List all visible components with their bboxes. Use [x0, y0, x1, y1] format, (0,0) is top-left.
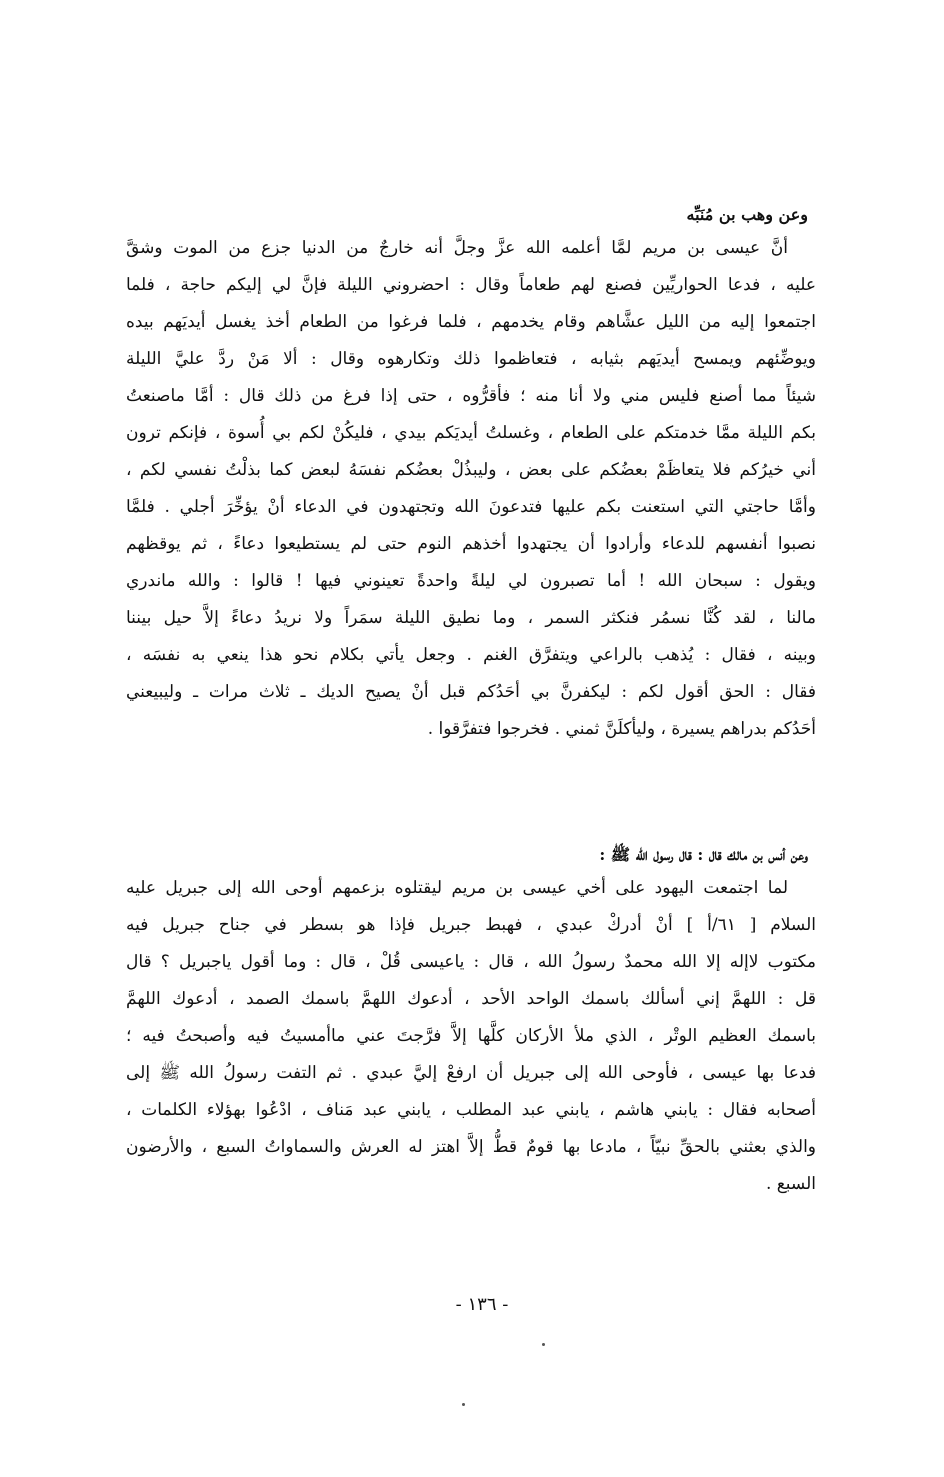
- text-line: أصحابه فقال : يابني هاشم ، يابني عبد المطلب ، يابني عبد مَناف ، ادْعُوا بهؤلاء الكلمات ،: [126, 1100, 816, 1120]
- text-line: السلام [ ٦١/أ ] أنْ أدركْ عبدي ، فهبط جبريل فإذا هو بسطر في جناح جبريل فيه: [126, 915, 816, 935]
- section-body-wahb: [126, 230, 816, 748]
- text-line: عليه ، فدعا الحواريِّين فصنع لهم طعاماً وقال : احضروني الليلة فإنَّ لي إليكم حاجة ، فلما: [126, 275, 816, 295]
- section-heading-anas: وعن أنس بن مالك قال : قال رسول الله ﷺ :: [599, 845, 808, 864]
- text-line: فدعا بها عيسى ، فأوحى الله إلى جبريل أن ارفعْ إليَّ عبدي . ثم التفت رسولُ الله ﷺ إلى: [126, 1063, 816, 1083]
- text-line: شيئاً مما أصنع فليس مني ولا أنا منه ؛ فأقرُّوه ، حتى إذا فرغ من ذلك قال : أمَّا ماصنعتُ: [126, 386, 816, 406]
- scan-speck: [462, 1403, 465, 1406]
- text-line: فقال : الحق أقول لكم : ليكفرنَّ بي أحَدُكم قبل أنْ يصيح الديك ـ ثلاث مرات ـ وليبيعني: [126, 682, 816, 702]
- text-line: السبع .: [765, 1174, 816, 1194]
- section-body-anas: [126, 870, 816, 1203]
- text-line: ويقول : سبحان الله ! أما تصبرون لي ليلةً واحدةً تعينوني فيها ! قالوا : والله ماندري: [126, 571, 816, 591]
- text-line: أحَدُكم بدراهم يسيرة ، وليأكلَنَّ ثمني . فخرجوا فتفرَّقوا .: [427, 719, 816, 739]
- text-line: أني خيرُكم فلا يتعاظَمْ بعضُكم على بعض ، وليبذُلْ بعضُكم نفسَهُ لبعض كما بذلْتُ نفسي لكم ،: [126, 460, 816, 480]
- text-line: قل : اللهمَّ إني أسألك باسمك الواحد الأحد ، أدعوك اللهمَّ باسمك الصمد ، أدعوك اللهمَّ: [126, 989, 816, 1009]
- text-line: اجتمعوا إليه من الليل عشَّاهم وقام يخدمهم ، فلما فرغوا من الطعام أخذ يغسل أيديَهم بيده: [126, 312, 816, 332]
- text-line: بكم الليلة ممَّا خدمتكم على الطعام ، وغسلتُ أيديَكم بيدي ، فليكُنْ لكم بي أُسوة ، فإنكم ترون: [126, 423, 816, 443]
- scan-speck: [542, 1343, 545, 1346]
- text-line: مالنا ، لقد كُنَّا نسمُر فنكثر السمر ، وما نطيق الليلة سمَراً ولا نريدُ دعاءً إلاَّ حيل بيننا: [126, 608, 816, 628]
- page-number: [0, 1293, 944, 1317]
- text-line: أنَّ عيسى بن مريم لمَّا أعلمه الله عزَّ وجلَّ أنه خارجٌ من الدنيا جزع من الموت وشقَّ: [126, 238, 788, 258]
- text-line: باسمك العظيم الوتْر ، الذي ملأ الأركان كلَّها إلاَّ فرَّجتَ عني ماأمسيتُ فيه وأصبحتُ فيه ؛: [126, 1026, 816, 1046]
- section-heading-wahb: وعن وهب بن مُنَبِّه: [686, 205, 808, 224]
- text-line: وأمَّا حاجتي التي استعنت بكم عليها فتدعونَ الله وتجتهدون في الدعاء أنْ يؤخِّرَ أجلي . فلمَّا: [126, 497, 816, 517]
- text-line: وبينه ، فقال : يُذهب بالراعي ويتفرَّق الغنم . وجعل يأتي بكلام نحو هذا ينعي به نفسَه ،: [126, 645, 816, 665]
- text-line: مكتوب لاإله إلا الله محمدٌ رسولُ الله ، قال : ياعيسى قُلْ ، قال : وما أقول ياجبريل ؟ قال: [126, 952, 816, 972]
- page-number-text: - ١٣٦ -: [455, 1294, 509, 1315]
- text-line: لما اجتمعت اليهود على أخي عيسى بن مريم ليقتلوه بزعمهم أوحى الله إلى جبريل عليه: [126, 878, 788, 898]
- text-line: والذي بعثني بالحقِّ نبيّاً ، مادعا بها قومٌ قطُّ إلاَّ اهتز له العرش والسماواتُ السبع ، والأرضون: [126, 1137, 816, 1157]
- text-line: ويوضِّئهم ويمسح أيديَهم بثيابه ، فتعاظموا ذلك وتكارهوه وقال : ألا مَنْ ردَّ عليَّ الليلة: [126, 349, 816, 369]
- text-line: نصبوا أنفسهم للدعاء وأرادوا أن يجتهدوا أخذهم النوم حتى لم يستطيعوا دعاءً ، ثم يوقظهم: [126, 534, 816, 554]
